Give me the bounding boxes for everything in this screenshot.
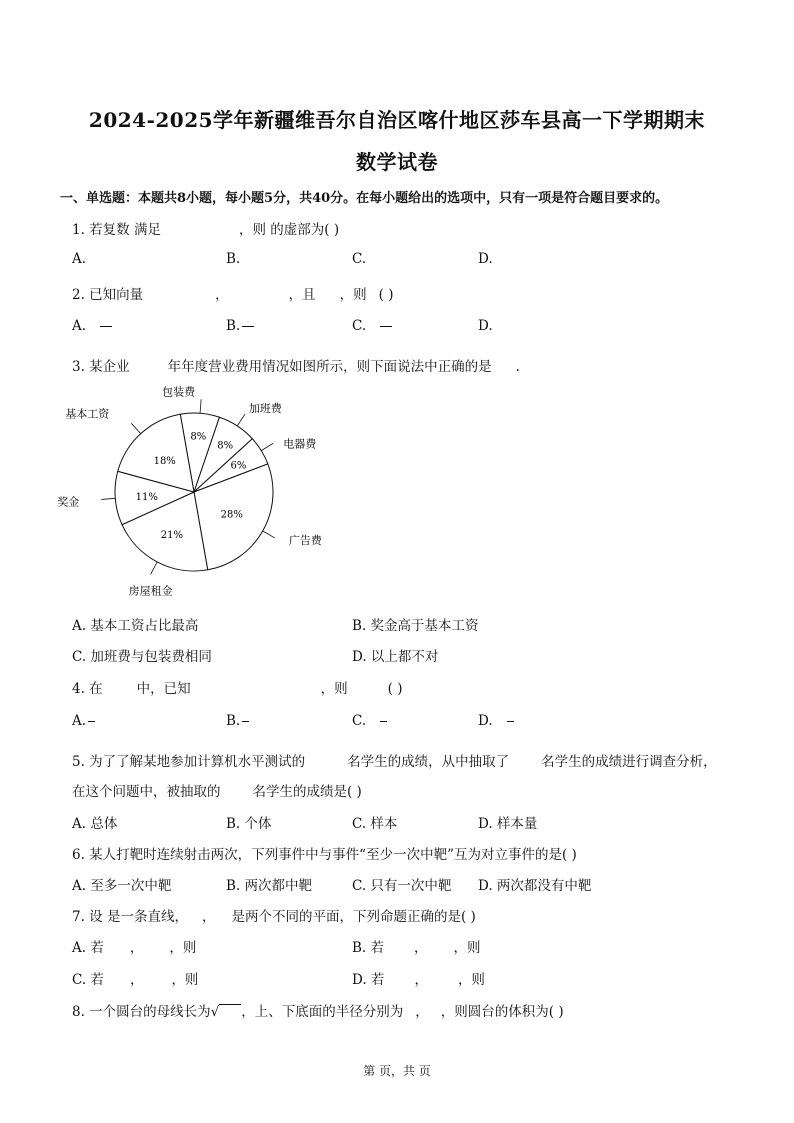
q5-option-c[interactable]: C. 样本	[352, 816, 398, 832]
square-root-icon: √	[211, 1004, 242, 1020]
q5-part-1: 5. 为了了解某地参加计算机水平测试的	[72, 754, 306, 770]
minus-sign-icon	[88, 721, 95, 722]
q2-part-4: ，则	[339, 287, 367, 303]
q7-option-a-part-2: ，	[129, 940, 144, 956]
q2-option-a-label: A.	[72, 318, 87, 334]
q8-part-3: ，	[415, 1004, 429, 1020]
q7-option-b-part-1: B. 若	[352, 940, 385, 956]
q2-option-b[interactable]	[226, 318, 254, 334]
pie-category-label: 包装费	[162, 385, 196, 399]
q7-option-c-part-3: ，则	[171, 972, 199, 988]
q4-option-d-label: D.	[478, 713, 493, 729]
pie-leader-line	[261, 443, 273, 450]
q5-part-3: 名学生的成绩进行调查分析，	[541, 754, 717, 770]
q3-part-1: 3. 某企业	[72, 359, 130, 375]
question-4-stem	[72, 677, 403, 697]
section-heading: 一、单选题：本题共8小题，每小题5分，共40分。在每小题给出的选项中，只有一项是符合题目要求的。	[60, 191, 669, 206]
q2-part-3: ，且	[288, 287, 316, 303]
expense-pie-chart	[57, 385, 330, 600]
q5-option-d[interactable]: D. 样本量	[478, 816, 538, 832]
q2-option-c[interactable]	[352, 318, 392, 334]
q4-part-1: 4. 在	[72, 681, 103, 697]
question-8-stem	[72, 1000, 564, 1020]
pie-category-label: 广告费	[288, 533, 322, 547]
q1-option-c[interactable]: C.	[352, 251, 367, 267]
q7-option-d[interactable]	[352, 968, 485, 988]
q2-part-2: ，	[215, 287, 229, 303]
q5-option-a[interactable]: A. 总体	[72, 816, 118, 832]
q6-option-b[interactable]: B. 两次都中靶	[226, 878, 313, 894]
q7-option-b-part-3: ，则	[453, 940, 481, 956]
pie-leader-line	[237, 414, 245, 426]
pie-leader-line	[101, 498, 115, 499]
q5-option-b[interactable]: B. 个体	[226, 816, 272, 832]
q6-option-c[interactable]: C. 只有一次中靶	[352, 878, 452, 894]
pie-category-label: 房屋租金	[128, 584, 173, 598]
pie-value-label: 28%	[220, 509, 243, 521]
pie-value-label: 6%	[230, 460, 247, 472]
q4-option-c[interactable]	[352, 713, 387, 729]
fraction-bar-icon	[380, 326, 392, 327]
q3-option-d[interactable]: D. 以上都不对	[352, 649, 439, 665]
q5-part-5: 名学生的成绩是( )	[252, 784, 362, 800]
q7-part-3: 是两个不同的平面，下列命题正确的是( )	[231, 909, 476, 925]
minus-sign-icon	[380, 721, 387, 722]
question-2-stem	[72, 283, 394, 303]
q7-option-c-part-1: C. 若	[72, 972, 104, 988]
q7-option-d-part-2: ，	[414, 972, 428, 988]
q2-option-d[interactable]: D.	[478, 318, 493, 334]
pie-value-label: 8%	[190, 431, 207, 443]
q8-part-2: ，上、下底面的半径分别为	[241, 1004, 404, 1020]
minus-sign-icon	[242, 721, 249, 722]
pie-value-label: 8%	[217, 440, 234, 452]
pie-category-label: 加班费	[248, 402, 282, 416]
q1-option-a[interactable]: A.	[72, 251, 87, 267]
q7-option-d-part-1: D. 若	[352, 972, 385, 988]
q3-option-a[interactable]: A. 基本工资占比最高	[72, 618, 199, 634]
q1-part-2: ，则 的虚部为( )	[238, 222, 340, 238]
q1-option-d[interactable]: D.	[478, 251, 493, 267]
pie-value-label: 18%	[153, 455, 176, 467]
q8-part-4: ，则圆台的体积为( )	[440, 1004, 564, 1020]
q1-part-1: 1. 若复数 满足	[72, 222, 161, 238]
pie-value-label: 11%	[135, 491, 158, 503]
q2-option-c-label: C.	[352, 318, 367, 334]
pie-leader-line	[151, 562, 158, 574]
q4-option-d[interactable]	[478, 713, 514, 729]
minus-sign-icon	[507, 721, 514, 722]
q3-part-3: .	[515, 359, 520, 375]
exam-title-line2: 数学试卷	[356, 150, 438, 174]
q4-option-a-label: A.	[72, 713, 87, 729]
pie-category-label: 奖金	[57, 495, 80, 509]
question-5-stem-line2	[72, 780, 362, 800]
q2-part-1: 2. 已知向量	[72, 287, 144, 303]
page-footer: 第 页，共 页	[363, 1064, 431, 1078]
question-1-stem	[72, 218, 339, 238]
fraction-bar-icon	[242, 326, 254, 327]
pie-category-label: 基本工资	[65, 407, 110, 421]
question-7-stem	[72, 905, 476, 925]
q7-option-c[interactable]	[72, 968, 198, 988]
pie-value-label: 21%	[160, 529, 184, 541]
q7-part-2: ，	[201, 909, 216, 925]
q2-option-a[interactable]	[72, 318, 112, 334]
q4-option-b[interactable]	[226, 713, 249, 729]
q7-option-d-part-3: ，则	[457, 972, 485, 988]
pie-leader-line	[200, 399, 201, 413]
q7-part-1: 7. 设 是一条直线，	[72, 909, 188, 925]
q4-option-c-label: C.	[352, 713, 367, 729]
q3-option-c[interactable]: C. 加班费与包装费相同	[72, 649, 212, 665]
exam-title-line1: 2024-2025学年新疆维吾尔自治区喀什地区莎车县高一下学期期末	[88, 108, 706, 132]
q4-part-4: ( )	[387, 681, 403, 697]
pie-leader-line	[131, 423, 140, 433]
q3-part-2: 年年度营业费用情况如图所示，则下面说法中正确的是	[167, 359, 492, 375]
q7-option-b[interactable]	[352, 936, 481, 956]
q2-part-5: ( )	[378, 287, 394, 303]
q3-option-b[interactable]: B. 奖金高于基本工资	[352, 618, 479, 634]
pie-leader-line	[263, 531, 275, 538]
q7-option-b-part-2: ，	[414, 940, 428, 956]
question-5-stem-line1	[72, 750, 717, 770]
fraction-bar-icon	[100, 326, 112, 327]
q8-part-1: 8. 一个圆台的母线长为	[72, 1004, 211, 1020]
q7-option-a-part-1: A. 若	[72, 940, 104, 956]
q4-part-2: 中，已知	[136, 681, 191, 697]
question-6-stem: 6. 某人打靶时连续射击两次，下列事件中与事件“至少一次中靶”互为对立事件的是( )	[72, 847, 577, 863]
q7-option-a-part-3: ，则	[169, 940, 197, 956]
q1-option-b[interactable]: B.	[226, 251, 241, 267]
q6-option-a[interactable]: A. 至多一次中靶	[72, 878, 172, 894]
q5-part-4: 在这个问题中，被抽取的	[72, 784, 221, 800]
q6-option-d[interactable]: D. 两次都没有中靶	[478, 878, 592, 894]
question-3-stem	[72, 355, 520, 375]
q4-option-b-label: B.	[226, 713, 241, 729]
q7-option-a[interactable]	[72, 936, 196, 956]
pie-category-label: 电器费	[283, 437, 317, 451]
q4-part-3: ，则	[320, 681, 348, 697]
q7-option-c-part-2: ，	[129, 972, 144, 988]
q5-part-2: 名学生的成绩，从中抽取了	[347, 754, 510, 770]
q4-option-a[interactable]	[72, 713, 95, 729]
q2-option-b-label: B.	[226, 318, 241, 334]
